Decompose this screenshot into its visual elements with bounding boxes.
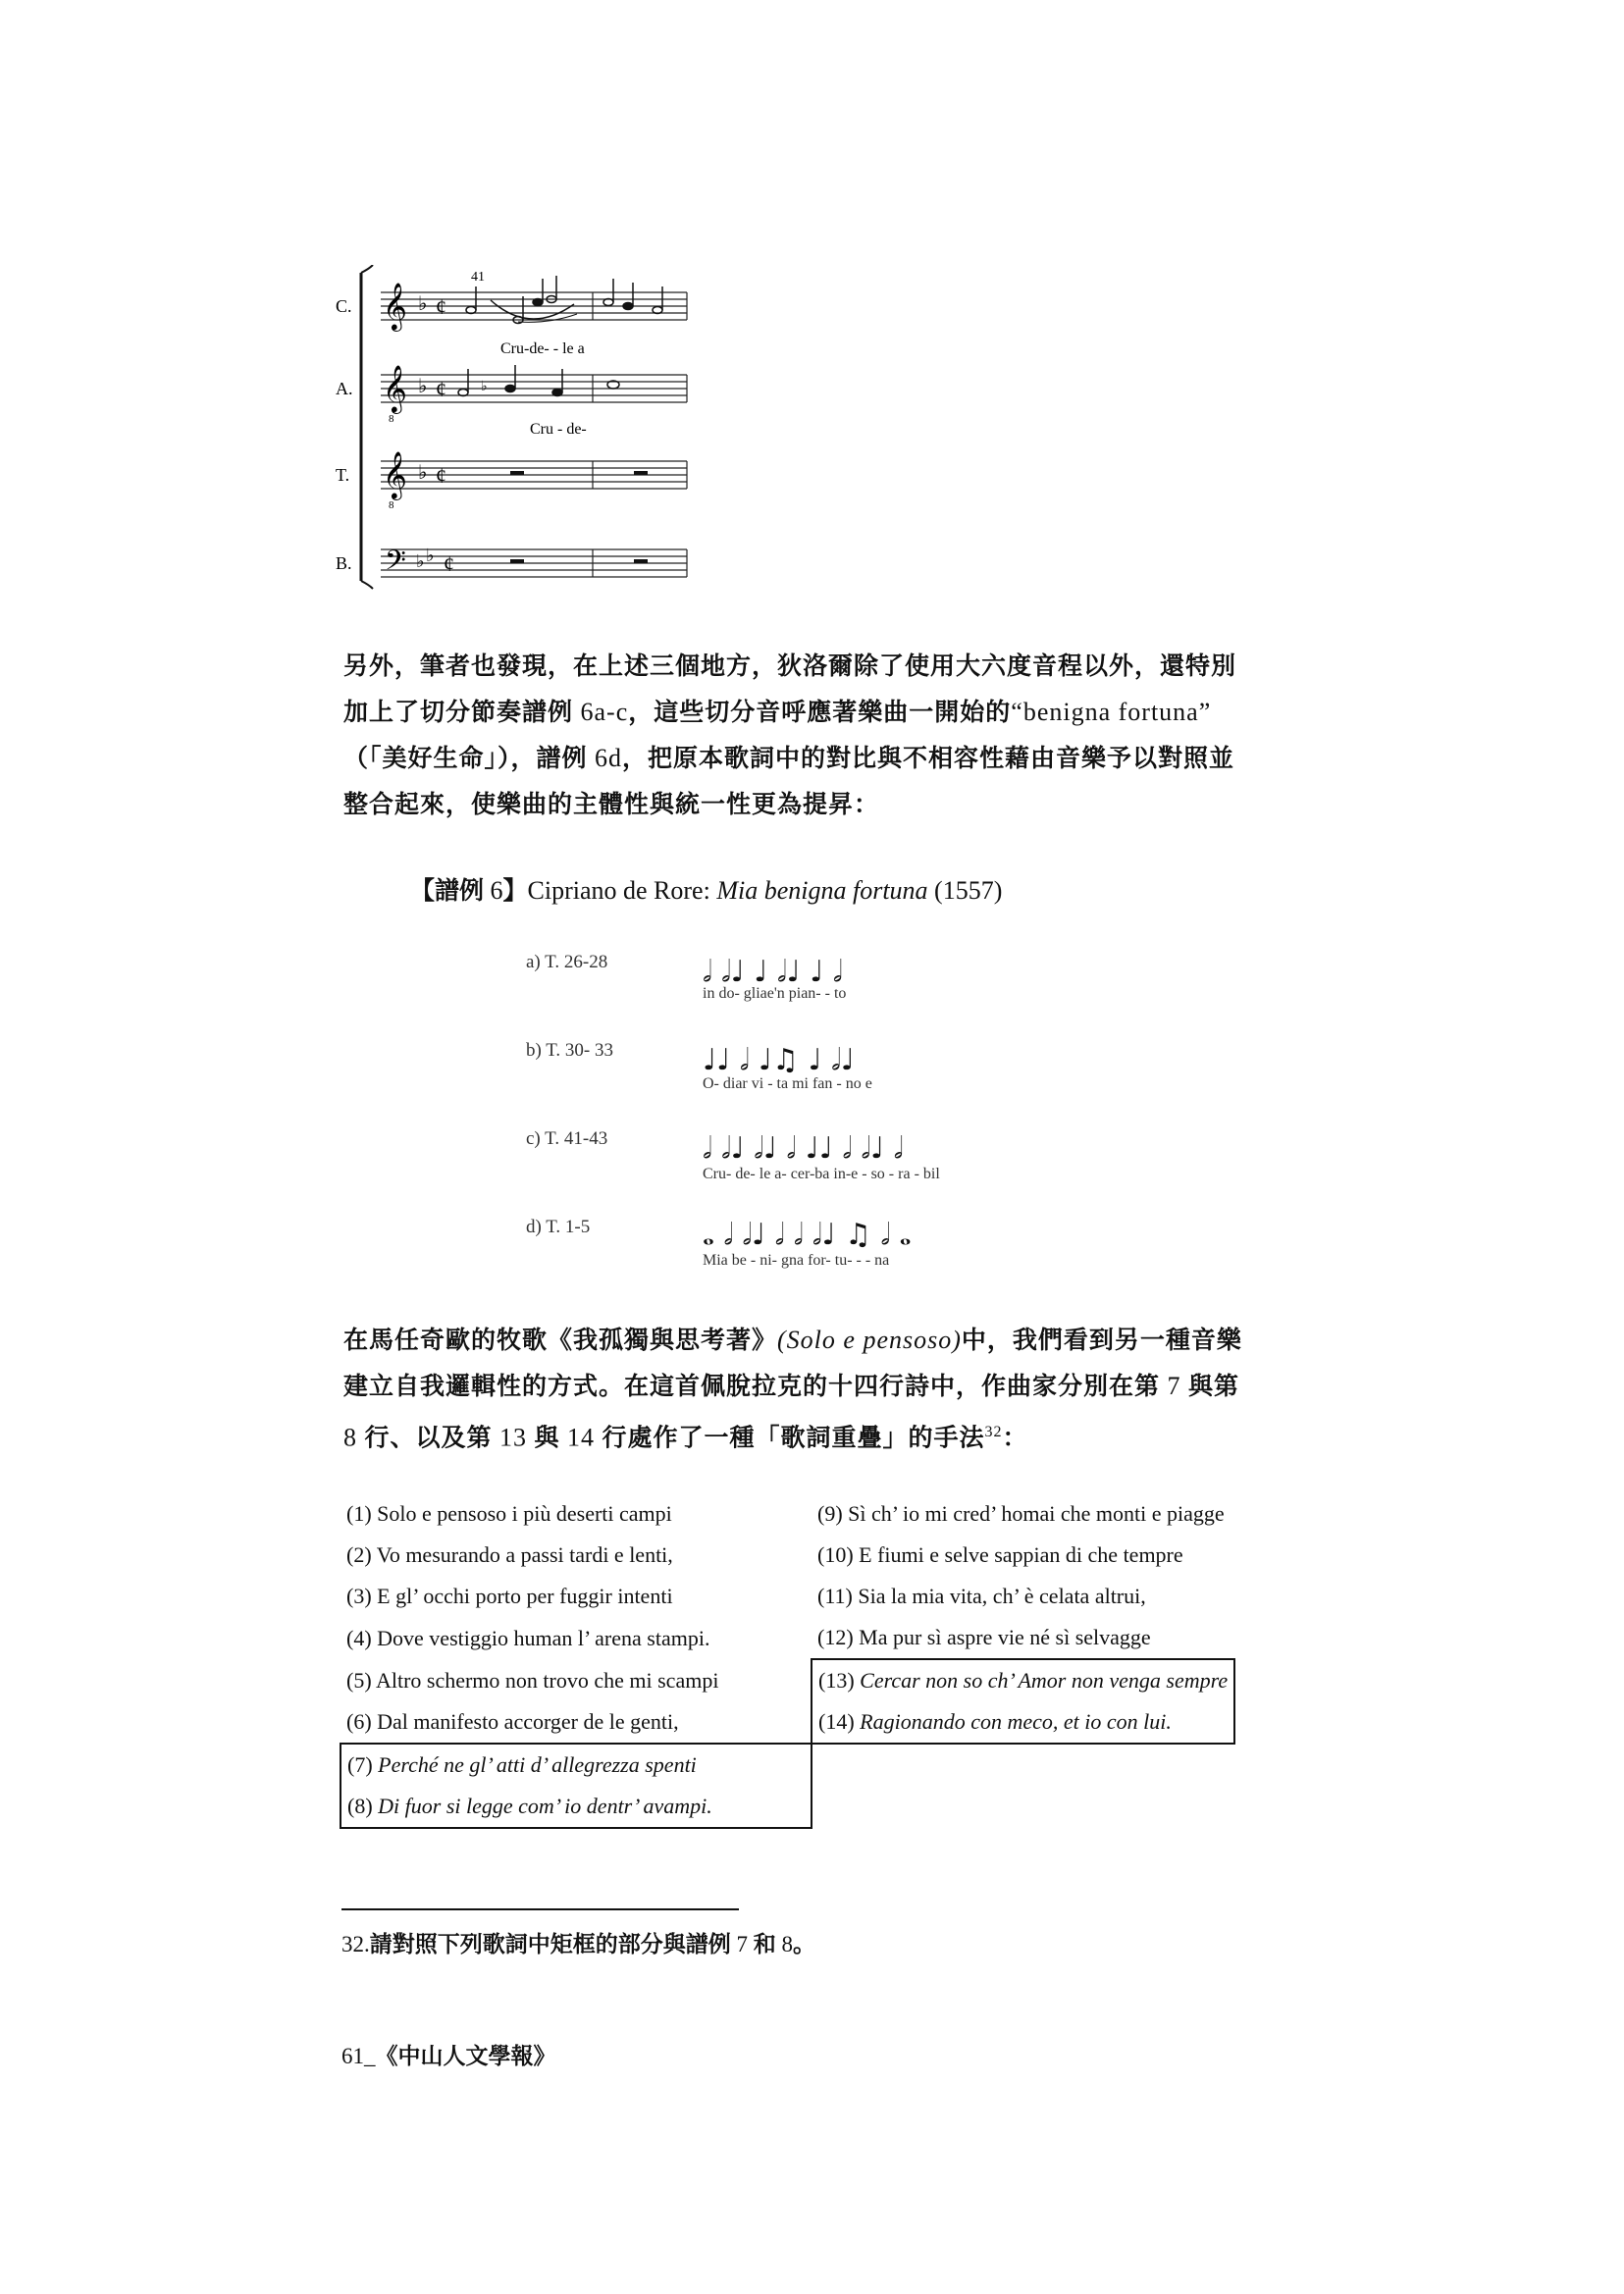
flat-icon: ♭ [418,293,428,315]
rhythm-row-lyric: in do- gliae'n pian- - to [703,985,847,1002]
score-excerpt-image [334,265,697,599]
empty-cell [812,1786,1234,1828]
alto-notes [458,365,619,396]
rhythm-row-label: a) T. 26-28 [526,952,608,972]
poem-line-boxed: (13) Cercar non so ch’ Amor non venga sempre [812,1659,1234,1701]
example-caption: 【譜例 6】Cipriano de Rore: Mia benigna fortuna (1557) [410,876,1003,905]
measure-number: 41 [471,270,485,285]
rhythm-row-lyric: Mia be - ni- gna for- tu- - - na [703,1252,890,1269]
paragraph-line: 加上了切分節奏譜例 6a-c，這些切分音呼應著樂曲一開始的“benigna fortuna” [343,698,1212,726]
voice-label-t: T. [336,465,350,485]
poem-table [340,1493,1235,1829]
poem-line-boxed: (7) Perché ne gl’ atti d’ allegrezza spenti [341,1744,812,1786]
svg-text:𝅝 𝅗𝅥 𝅗𝅥♩ 𝅗𝅥 𝅗𝅥 𝅗𝅥♩: 𝅝 𝅗𝅥 𝅗𝅥♩ 𝅗𝅥 𝅗𝅥 𝅗𝅥♩ ♫ 𝅗𝅥 𝅝 [703,1218,912,1252]
table-row [341,1659,1234,1701]
rhythm-row-lyric: O- diar vi - ta mi fan - no e [703,1075,872,1092]
footnote-divider [341,1908,739,1910]
rhythm-examples [526,942,1134,1276]
cut-time-icon: ¢ [444,551,454,576]
flat-icon: ♭ [416,551,425,571]
alto-lyric: Cru - de- [530,421,587,438]
cut-time-icon: ¢ [436,294,446,319]
table-row [341,1786,1234,1828]
svg-text:𝅗𝅥 𝅗𝅥♩ 𝅗𝅥♩ 𝅗𝅥 ♩♩ 𝅗𝅥: 𝅗𝅥 𝅗𝅥♩ 𝅗𝅥♩ 𝅗𝅥 ♩♩ 𝅗𝅥 𝅗𝅥♩ 𝅗𝅥 [703,1131,904,1166]
empty-cell [812,1744,1234,1786]
poem-line-boxed: (14) Ragionando con meco, et io con lui. [812,1701,1234,1744]
soprano-lyric: Cru-de- - le a [500,340,585,357]
poem-line-boxed: (8) Di fuor si legge com’ io dentr’ avampi. [341,1786,812,1828]
flat-icon: ♭ [426,546,435,565]
paragraph-line: （「美好生命」），譜例 6d，把原本歌詞中的對比與不相容性藉由音樂予以對照並 [343,744,1235,772]
page-footer [341,2038,556,2070]
svg-text:♭: ♭ [481,380,488,394]
rhythm-notation-image [703,942,1134,1256]
voice-label-a: A. [336,379,353,398]
flat-icon: ♭ [418,376,428,397]
paragraph-line: 整合起來，使樂曲的主體性與統一性更為提昇： [343,790,880,818]
treble-clef-icon: 𝄞 [383,285,407,330]
cut-time-icon: ¢ [436,463,446,488]
paragraph-line: 8 行、以及第 13 與 14 行處作了一種「歌詞重疊」的手法$^{32}$： [343,1423,1028,1452]
rhythm-row-label: d) T. 1-5 [526,1217,591,1237]
footnote: 32.請對照下列歌詞中矩框的部分與譜例 7 和 8。 [341,1932,815,1957]
voice-label-b: B. [336,553,352,573]
svg-text:♩♩ 𝅗𝅥 ♩♫ ♩ 𝅗𝅥♩: ♩♩ 𝅗𝅥 ♩♫ ♩ 𝅗𝅥♩ [703,1043,855,1077]
poem-line: (11) Sia la mia vita, ch’ è celata altrui, [817,1584,1146,1608]
poem-line: (3) E gl’ occhi porto per fuggir intenti [346,1584,673,1608]
journal-title: 《中山人文學報》 [375,2044,556,2069]
poem-line: (10) E fiumi e selve sappian di che tempre [817,1542,1183,1567]
poem-line: (9) Sì ch’ io mi cred’ homai che monti e piagge [817,1501,1225,1526]
treble-clef-icon: 𝄞 [383,453,407,498]
table-row [341,1617,1234,1659]
rhythm-row-label: c) T. 41-43 [526,1128,608,1149]
rhythm-row-label: b) T. 30- 33 [526,1040,614,1061]
octave-mark: 8 [389,499,394,511]
paragraph-line: 在馬任奇歐的牧歌《我孤獨與思考著》(Solo e pensoso)中，我們看到另一種音樂 [343,1326,1242,1354]
poem-line: (6) Dal manifesto accorger de le genti, [346,1709,679,1734]
paragraph-line: 另外，筆者也發現，在上述三個地方，狄洛爾除了使用大六度音程以外，還特別 [343,652,1237,680]
poem-line: (4) Dove vestiggio human l’ arena stampi. [346,1625,710,1650]
table-row [341,1493,1234,1535]
poem-line: (1) Solo e pensoso i più deserti campi [346,1501,672,1526]
rest-icon [634,471,648,475]
table-row [341,1535,1234,1576]
footnote-ref[interactable]: 32 [984,1424,1003,1440]
voice-label-c: C. [336,296,352,316]
rest-icon [510,471,524,475]
paragraph-line: 建立自我邏輯性的方式。在這首佩脫拉克的十四行詩中，作曲家分別在第 7 與第 [343,1372,1240,1400]
cut-time-icon: ¢ [436,377,446,401]
poem-line: (2) Vo mesurando a passi tardi e lenti, [346,1542,673,1567]
table-row [341,1576,1234,1617]
page-number: 61_ [341,2044,376,2068]
rest-icon [510,559,524,563]
table-row [341,1744,1234,1786]
poem-line: (5) Altro schermo non trovo che mi scampi [346,1667,719,1693]
bass-clef-icon: 𝄢 [385,547,406,583]
poem-line: (12) Ma pur sì aspre vie né sì selvagge [817,1625,1151,1649]
body-paragraph-2 [343,1317,1300,1460]
flat-icon: ♭ [418,462,428,484]
rhythm-row-lyric: Cru- de- le a- cer-ba in-e - so - ra - bil [703,1166,940,1182]
table-row [341,1701,1234,1744]
rest-icon [634,559,648,563]
svg-text:𝅗𝅥 𝅗𝅥♩ ♩ 𝅗𝅥♩ ♩ 𝅗𝅥: 𝅗𝅥 𝅗𝅥♩ ♩ 𝅗𝅥♩ ♩ 𝅗𝅥 [703,955,843,989]
treble-clef-icon: 𝄞 [383,367,407,412]
body-paragraph-1 [343,643,1300,827]
octave-mark: 8 [389,413,394,425]
